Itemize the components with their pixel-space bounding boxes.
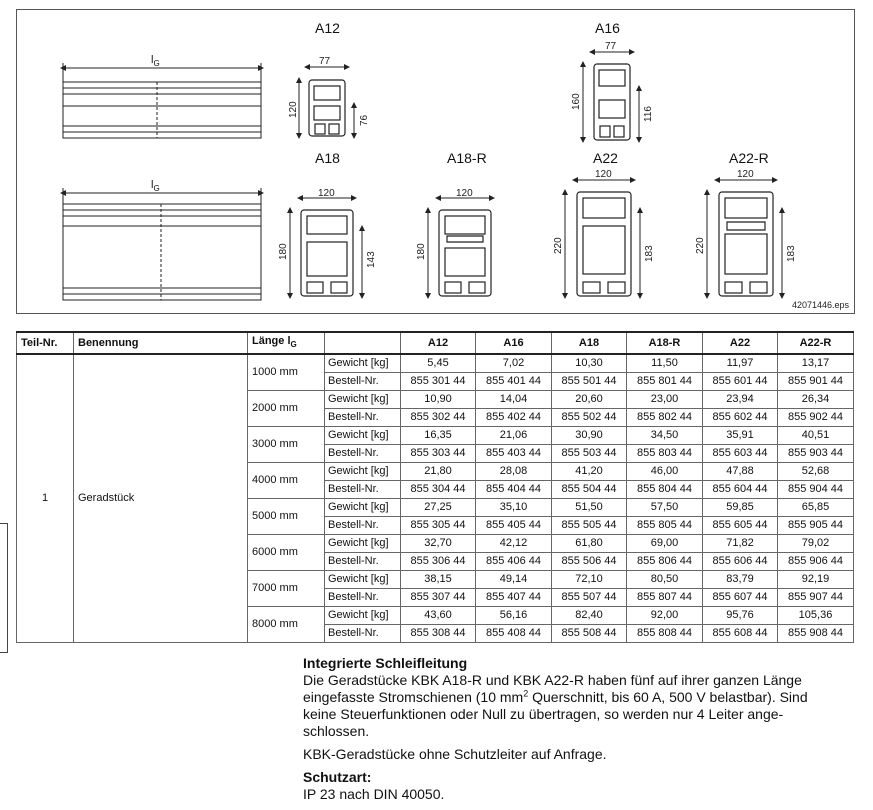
length-cell: 8000 mm [248,607,325,643]
length-cell: 2000 mm [248,391,325,427]
order-number-cell: 855 806 44 [627,553,703,571]
weight-cell: 26,34 [778,391,854,409]
order-number-cell: 855 805 44 [627,517,703,535]
order-number-cell: 855 406 44 [476,553,552,571]
notes-section [303,655,843,803]
order-number-cell: 855 303 44 [401,445,476,463]
weight-cell: 35,10 [476,499,552,517]
order-number-cell: 855 301 44 [401,373,476,391]
order-number-cell: 855 505 44 [552,517,627,535]
order-number-cell: 855 907 44 [778,589,854,607]
weight-cell: 65,85 [778,499,854,517]
dim-a22r-height2: 183 [786,245,797,262]
schutzart-text: IP 23 nach DIN 40050. [303,786,445,802]
order-number-cell: 855 908 44 [778,625,854,643]
length-cell: 1000 mm [248,354,325,391]
order-number-cell: 855 302 44 [401,409,476,427]
weight-cell: 41,20 [552,463,627,481]
weight-cell: 28,08 [476,463,552,481]
weight-cell: 21,06 [476,427,552,445]
order-number-cell: 855 603 44 [703,445,778,463]
order-unit-cell: Bestell-Nr. [325,481,401,499]
weight-cell: 16,35 [401,427,476,445]
table-row [17,354,854,373]
weight-cell: 27,25 [401,499,476,517]
order-number-cell: 855 608 44 [703,625,778,643]
header-col: A22-R [778,332,854,354]
weight-cell: 72,10 [552,571,627,589]
profile-a22r [707,180,782,296]
weight-cell: 59,85 [703,499,778,517]
length-cell: 3000 mm [248,427,325,463]
length-cell: 7000 mm [248,571,325,607]
dim-a22r-height: 220 [695,237,706,254]
margin-bracket [0,523,8,653]
profile-a16 [583,52,639,140]
dim-a16-height2: 116 [643,106,654,122]
dim-a22r-width: 120 [737,169,754,180]
dim-a18-height2: 143 [366,251,377,268]
dim-a12-width: 77 [319,56,331,67]
dim-a18r-height: 180 [416,243,427,260]
weight-cell: 95,76 [703,607,778,625]
header-laenge: Länge $l_G$ [248,332,325,354]
weight-unit-cell: Gewicht [kg] [325,607,401,625]
weight-cell: 49,14 [476,571,552,589]
weight-unit-cell: Gewicht [kg] [325,535,401,553]
weight-cell: 5,45 [401,354,476,373]
weight-cell: 83,79 [703,571,778,589]
order-unit-cell: Bestell-Nr. [325,409,401,427]
profile-a18 [290,198,362,296]
length-cell: 5000 mm [248,499,325,535]
order-number-cell: 855 405 44 [476,517,552,535]
dim-a18-width: 120 [318,188,335,199]
label-a22r: A22-R [729,150,769,166]
weight-cell: 92,00 [627,607,703,625]
order-number-cell: 855 802 44 [627,409,703,427]
order-number-cell: 855 602 44 [703,409,778,427]
order-unit-cell: Bestell-Nr. [325,589,401,607]
label-a22: A22 [593,150,618,166]
label-a18: A18 [315,150,340,166]
weight-cell: 23,00 [627,391,703,409]
weight-cell: 10,90 [401,391,476,409]
length-label-2: $l_G$ [151,179,160,194]
header-blank [325,332,401,354]
header-col: A12 [401,332,476,354]
order-number-cell: 855 607 44 [703,589,778,607]
order-number-cell: 855 401 44 [476,373,552,391]
benennung-cell: Geradstück [74,354,248,643]
order-number-cell: 855 605 44 [703,517,778,535]
order-number-cell: 855 902 44 [778,409,854,427]
label-a16: A16 [595,20,620,36]
order-unit-cell: Bestell-Nr. [325,445,401,463]
order-number-cell: 855 803 44 [627,445,703,463]
order-number-cell: 855 304 44 [401,481,476,499]
table-header-row [17,332,854,354]
order-number-cell: 855 507 44 [552,589,627,607]
notes-paragraph: Die Geradstücke KBK A18-R und KBK A22-R haben fünf auf ihrer ganzen Länge eingefasste Stromschienen (10 $mm^2$ Querschnitt, bis 60 A, 500 V belastbar). Sind keine Steuerfunktionen oder Null zu übertragen, so werden nur 4 Leiter ange-schlossen. [303,672,808,739]
order-number-cell: 855 904 44 [778,481,854,499]
notes-heading: Integrierte Schleifleitung [303,655,468,671]
order-number-cell: 855 501 44 [552,373,627,391]
weight-cell: 21,80 [401,463,476,481]
weight-cell: 43,60 [401,607,476,625]
header-col: A18 [552,332,627,354]
length-cell: 4000 mm [248,463,325,499]
header-teil: Teil-Nr. [17,332,74,354]
order-unit-cell: Bestell-Nr. [325,625,401,643]
order-number-cell: 855 508 44 [552,625,627,643]
dim-a18-height: 180 [278,243,289,260]
order-number-cell: 855 503 44 [552,445,627,463]
order-unit-cell: Bestell-Nr. [325,373,401,391]
weight-cell: 13,17 [778,354,854,373]
order-number-cell: 855 504 44 [552,481,627,499]
weight-cell: 35,91 [703,427,778,445]
technical-drawing [16,9,855,314]
weight-unit-cell: Gewicht [kg] [325,499,401,517]
file-reference: 42071446.eps [791,300,849,310]
order-number-cell: 855 408 44 [476,625,552,643]
order-unit-cell: Bestell-Nr. [325,553,401,571]
order-number-cell: 855 306 44 [401,553,476,571]
weight-cell: 52,68 [778,463,854,481]
weight-cell: 38,15 [401,571,476,589]
label-a18r: A18-R [447,150,487,166]
header-col: A16 [476,332,552,354]
order-number-cell: 855 808 44 [627,625,703,643]
weight-cell: 51,50 [552,499,627,517]
weight-cell: 34,50 [627,427,703,445]
length-label-1: $l_G$ [151,54,160,69]
dim-a16-height: 160 [571,93,582,110]
order-number-cell: 855 506 44 [552,553,627,571]
side-view-tall [63,188,261,300]
weight-cell: 47,88 [703,463,778,481]
order-number-cell: 855 601 44 [703,373,778,391]
weight-cell: 92,19 [778,571,854,589]
weight-cell: 69,00 [627,535,703,553]
order-number-cell: 855 804 44 [627,481,703,499]
profile-a18r [428,198,492,296]
weight-cell: 40,51 [778,427,854,445]
dim-a12-height2: 76 [359,114,370,126]
order-number-cell: 855 906 44 [778,553,854,571]
weight-cell: 20,60 [552,391,627,409]
spec-table [16,331,854,643]
weight-cell: 57,50 [627,499,703,517]
order-number-cell: 855 807 44 [627,589,703,607]
weight-cell: 82,40 [552,607,627,625]
order-number-cell: 855 801 44 [627,373,703,391]
weight-cell: 30,90 [552,427,627,445]
header-benennung: Benennung [74,332,248,354]
weight-cell: 11,97 [703,354,778,373]
weight-unit-cell: Gewicht [kg] [325,354,401,373]
notes-paragraph-2: KBK-Geradstücke ohne Schutzleiter auf Anfrage. [303,746,607,762]
order-number-cell: 855 308 44 [401,625,476,643]
header-col: A18-R [627,332,703,354]
weight-cell: 61,80 [552,535,627,553]
order-number-cell: 855 305 44 [401,517,476,535]
dim-a12-height: 120 [288,101,299,118]
teil-nr-cell: 1 [17,354,74,643]
weight-cell: 71,82 [703,535,778,553]
weight-cell: 79,02 [778,535,854,553]
profile-a22 [565,180,640,296]
dim-a22-height2: 183 [644,245,655,262]
label-a12: A12 [315,20,340,36]
weight-unit-cell: Gewicht [kg] [325,571,401,589]
weight-cell: 105,36 [778,607,854,625]
weight-cell: 14,04 [476,391,552,409]
weight-unit-cell: Gewicht [kg] [325,463,401,481]
table-body [17,354,854,643]
weight-cell: 23,94 [703,391,778,409]
order-number-cell: 855 905 44 [778,517,854,535]
weight-cell: 7,02 [476,354,552,373]
side-view-short [63,63,261,138]
weight-cell: 11,50 [627,354,703,373]
order-number-cell: 855 903 44 [778,445,854,463]
order-number-cell: 855 604 44 [703,481,778,499]
length-cell: 6000 mm [248,535,325,571]
order-number-cell: 855 606 44 [703,553,778,571]
order-number-cell: 855 901 44 [778,373,854,391]
weight-cell: 46,00 [627,463,703,481]
dim-a22-height: 220 [553,237,564,254]
weight-cell: 10,30 [552,354,627,373]
order-number-cell: 855 402 44 [476,409,552,427]
order-number-cell: 855 407 44 [476,589,552,607]
header-col: A22 [703,332,778,354]
weight-cell: 42,12 [476,535,552,553]
weight-cell: 80,50 [627,571,703,589]
dim-a16-width: 77 [605,41,617,52]
profile-a12 [299,67,354,136]
weight-cell: 32,70 [401,535,476,553]
order-number-cell: 855 307 44 [401,589,476,607]
order-number-cell: 855 404 44 [476,481,552,499]
dim-a22-width: 120 [595,169,612,180]
order-number-cell: 855 502 44 [552,409,627,427]
weight-cell: 56,16 [476,607,552,625]
order-number-cell: 855 403 44 [476,445,552,463]
order-unit-cell: Bestell-Nr. [325,517,401,535]
dim-a18r-width: 120 [456,188,473,199]
weight-unit-cell: Gewicht [kg] [325,427,401,445]
weight-unit-cell: Gewicht [kg] [325,391,401,409]
schutzart-heading: Schutzart: [303,769,372,785]
